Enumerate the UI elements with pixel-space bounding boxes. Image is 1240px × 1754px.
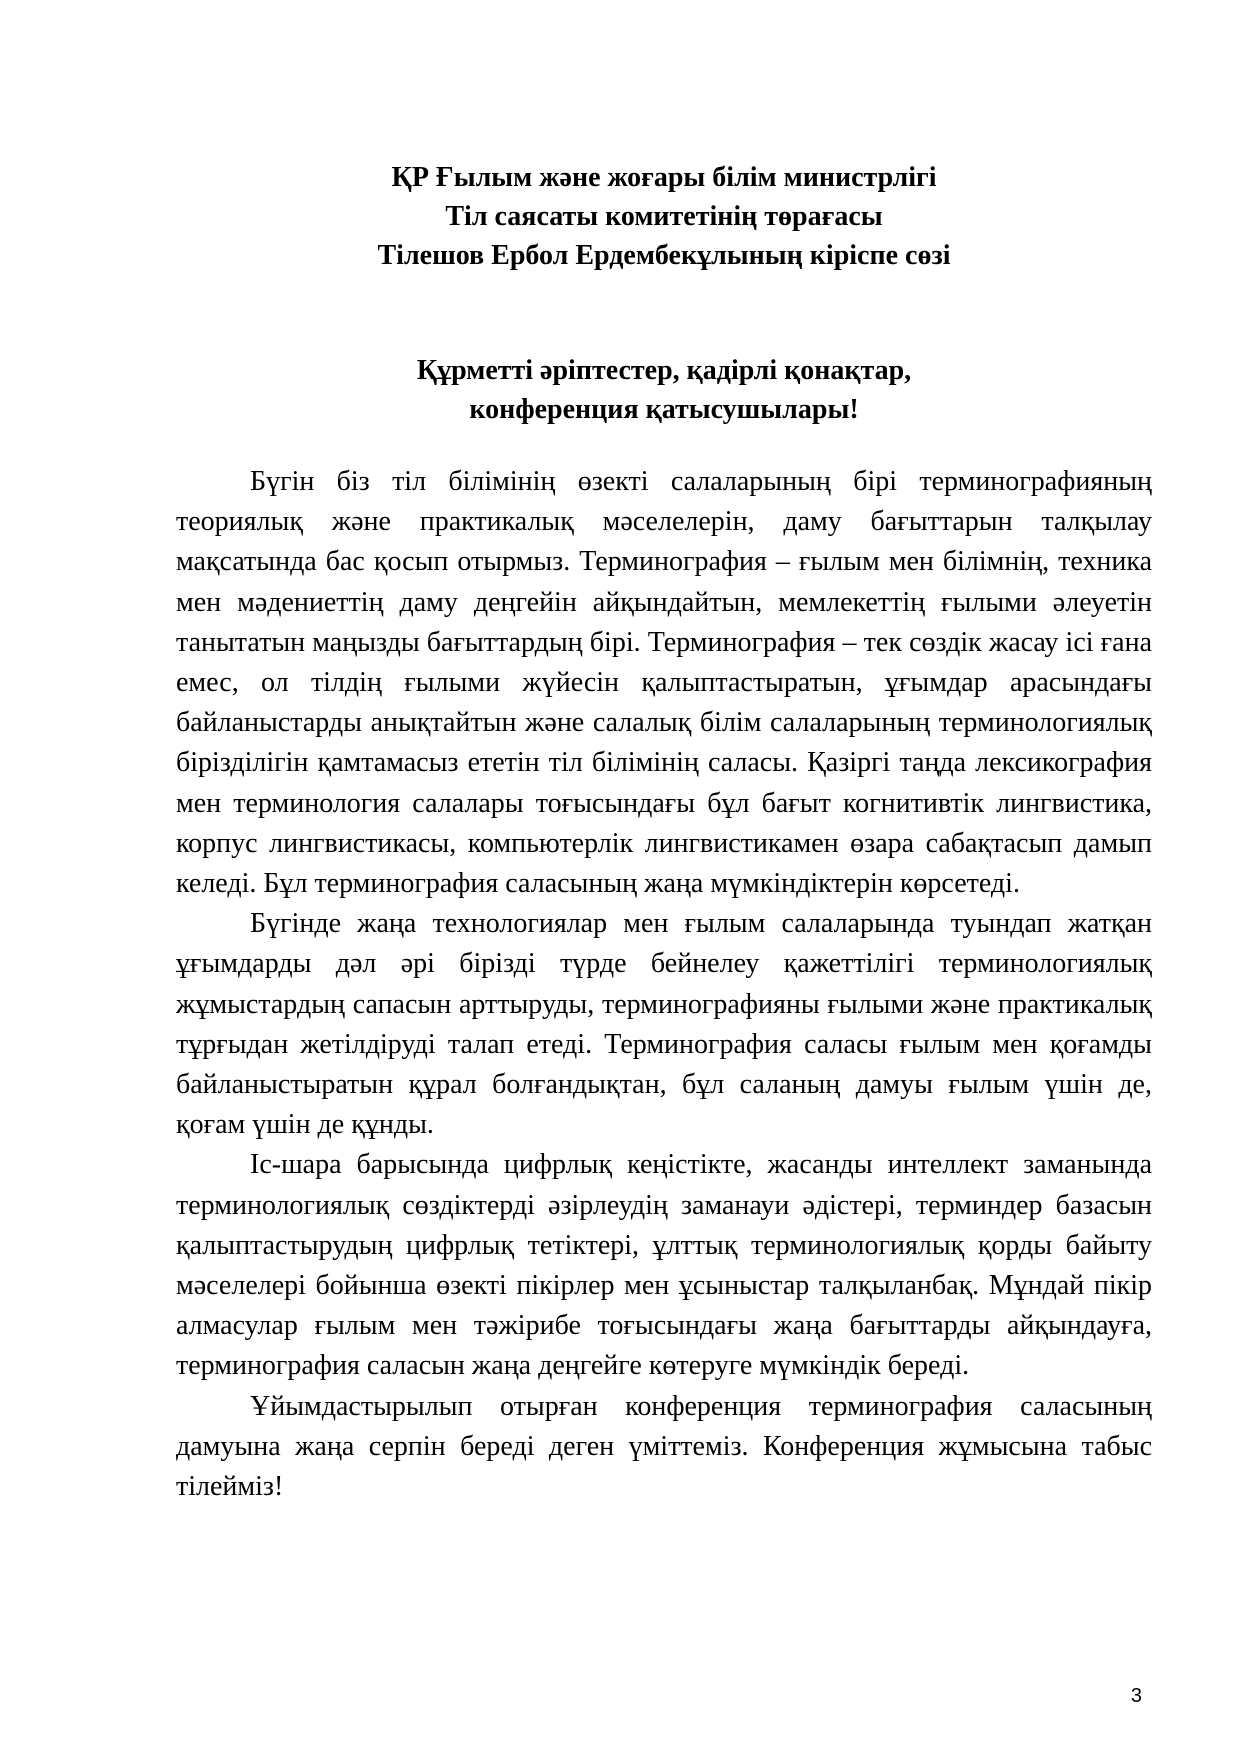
body-paragraph: Іс-шара барысында цифрлық кеңістікте, жасанды интеллект заманында терминологиялық сөздіктерді әзірлеудің заманауи әдістері, терминдер базасын қалыптастырудың цифрлық тетіктері, ұлттық терминологиялық қорды байыту мәселелері бойынша өзекті пікірлер мен ұсыныстар талқыланбақ. Мұндай пікір алмасулар ғылым мен тәжірибе тоғысындағы жаңа бағыттарды айқындауға, терминография саласын жаңа деңгейге көтеруге мүмкіндік береді. (176, 1149, 1152, 1382)
speech-title (176, 158, 1152, 275)
title-line-committee: Тіл саясаты комитетінің төрағасы (445, 201, 883, 232)
greeting-line-1: Құрметті әріптестер, қадірлі қонақтар, (416, 355, 912, 386)
body-paragraph: Бүгін біз тіл білімінің өзекті салаларының бірі терминографияның теориялық және практикалық мәселелерін, даму бағыттарын талқылау мақсатында бас қосып отырмыз. Терминография – ғылым мен білімнің, техника мен мәдениеттің даму деңгейін айқындайтын, мемлекеттің ғылыми әлеуетін танытатын маңызды бағыттардың бірі. Терминография – тек сөздік жасау ісі ғана емес, ол тілдің ғылыми жүйесін қалыптастыратын, ұғымдар арасындағы байланыстарды анықтайтын және салалық білім салаларының терминологиялық біріздiлігін қамтамасыз ететін тіл білімінің саласы. Қазіргі таңда лексикография мен терминология салалары тоғысындағы бұл бағыт когнитивтік лингвистика, корпус лингвистикасы, компьютерлік лингвистикамен өзара сабақтасып дамып келеді. Бұл терминография саласының жаңа мүмкіндіктерін көрсетеді. (176, 466, 1152, 900)
greeting-line-2: конференция қатысушылары! (469, 394, 859, 425)
title-line-speaker: Тілешов Ербол Ердембекұлының кіріспе сөзі (377, 240, 951, 271)
title-line-ministry: ҚР Ғылым және жоғары білім министрлігі (391, 162, 937, 193)
speech-body (176, 462, 1152, 1507)
greeting (176, 351, 1152, 429)
body-paragraph: Бүгінде жаңа технологиялар мен ғылым салаларында туындап жатқан ұғымдарды дәл әрі бірізді түрде бейнелеу қажеттілігі терминологиялық жұмыстардың сапасын арттыруды, терминографияны ғылыми және практикалық тұрғыдан жетілдіруді талап етеді. Терминография саласы ғылым мен қоғамды байланыстыратын құрал болғандықтан, бұл саланың дамуы ғылым үшін де, қоғам үшін де құнды. (176, 908, 1152, 1141)
page-number: 3 (1130, 1685, 1142, 1707)
body-paragraph: Ұйымдастырылып отырған конференция терминография саласының дамуына жаңа серпін береді деген үміттеміз. Конференция жұмысына табыс тілейміз! (176, 1390, 1152, 1503)
